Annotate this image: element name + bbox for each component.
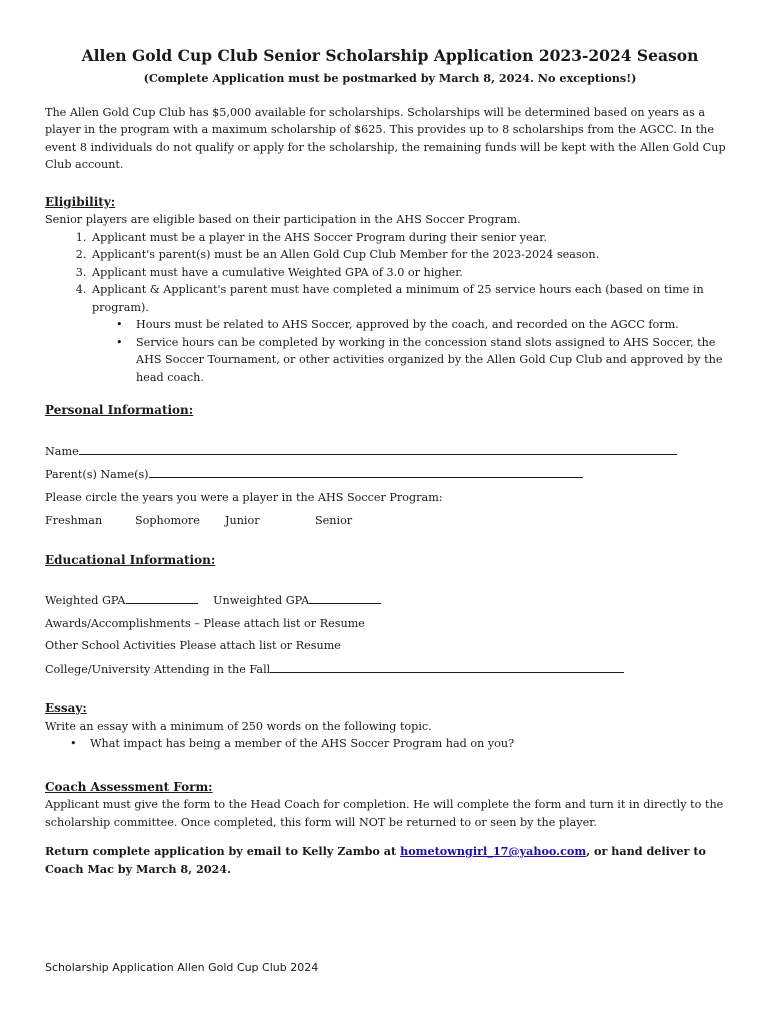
educational-heading: Educational Information:: [45, 552, 216, 567]
list-item: • Hours must be related to AHS Soccer, approved by the coach, and recorded on the AGCC form.: [136, 316, 735, 334]
name-label: Name: [45, 444, 79, 458]
page-title: Allen Gold Cup Club Senior Scholarship Application 2023-2024 Season: [81, 46, 699, 65]
name-field[interactable]: [79, 442, 677, 455]
deadline-subtitle: (Complete Application must be postmarked by March 8, 2024. No exceptions!): [143, 71, 637, 85]
return-text-after: , or hand deliver to Coach Mac by March 8, 2024.: [45, 844, 706, 876]
year-option-freshman[interactable]: Freshman: [45, 514, 103, 527]
weighted-gpa-field[interactable]: [126, 591, 198, 604]
essay-lead: Write an essay with a minimum of 250 words on the following topic.: [45, 719, 432, 733]
unweighted-gpa-field[interactable]: [309, 591, 381, 604]
year-option-senior[interactable]: Senior: [315, 514, 353, 527]
college-field-row: [45, 660, 735, 679]
email-link[interactable]: hometowngirl_17@yahoo.com: [400, 844, 587, 858]
personal-heading: Personal Information:: [45, 403, 194, 417]
list-item: 1. Applicant must be a player in the AHS Soccer Program during their senior year.: [90, 229, 735, 247]
return-instructions: [45, 843, 735, 878]
awards-line: Awards/Accomplishments – Please attach list or Resume: [45, 616, 365, 630]
list-item: 2. Applicant's parent(s) must be an Allen Gold Cup Club Member for the 2023-2024 season.: [90, 246, 735, 264]
years-options: [45, 512, 735, 530]
years-prompt: Please circle the years you were a player in the AHS Soccer Program:: [45, 490, 443, 504]
list-item: • What impact has being a member of the AHS Soccer Program had on you?: [90, 735, 735, 753]
unweighted-gpa-label: Unweighted GPA: [213, 594, 310, 607]
service-hours-bullets: [45, 316, 735, 386]
year-option-junior[interactable]: Junior: [225, 514, 260, 527]
weighted-gpa-label: Weighted GPA: [45, 594, 126, 607]
year-option-sophomore[interactable]: Sophomore: [135, 514, 200, 527]
page-footer: Scholarship Application Allen Gold Cup Club 2024: [45, 961, 319, 974]
eligibility-heading: Eligibility:: [45, 194, 116, 209]
coach-heading: Coach Assessment Form:: [45, 779, 213, 794]
list-item: 4. Applicant & Applicant's parent must have completed a minimum of 25 service hours each (based on time in program).: [90, 281, 735, 316]
parents-field-row: [45, 465, 735, 484]
parents-label: Parent(s) Name(s): [45, 468, 149, 481]
essay-heading: Essay:: [45, 701, 87, 715]
list-item: • Service hours can be completed by working in the concession stand slots assigned to AHS Soccer, the AHS Soccer Tournament, or other activities organized by the Allen Gold Cup Club and approved by the head coach.: [136, 334, 735, 387]
document-page: [45, 46, 735, 878]
list-item: 3. Applicant must have a cumulative Weighted GPA of 3.0 or higher.: [90, 264, 735, 282]
eligibility-list: [45, 229, 735, 317]
return-text-before: Return complete application by email to Kelly Zambo at: [45, 844, 401, 858]
college-label: College/University Attending in the Fall: [45, 662, 271, 676]
coach-text: Applicant must give the form to the Head Coach for completion. He will complete the form and turn it in directly to the scholarship committee. Once completed, this form will NOT be returned to or seen by the player.: [45, 798, 724, 829]
college-field[interactable]: [270, 660, 624, 673]
parents-field[interactable]: [149, 465, 583, 478]
eligibility-lead: Senior players are eligible based on their participation in the AHS Soccer Program.: [45, 213, 521, 226]
gpa-field-row: [45, 591, 735, 610]
name-field-row: [45, 442, 735, 461]
intro-paragraph: The Allen Gold Cup Club has $5,000 available for scholarships. Scholarships will be determined based on years as a player in the program with a maximum scholarship of $625. This provides up to 8 scholarships from the AGCC. In the event 8 individuals do not qualify or apply for the scholarship, the remaining funds will be kept with the Allen Gold Cup Club account.: [45, 105, 726, 171]
essay-topic-list: [45, 735, 735, 753]
activities-line: Other School Activities Please attach list or Resume: [45, 639, 341, 652]
